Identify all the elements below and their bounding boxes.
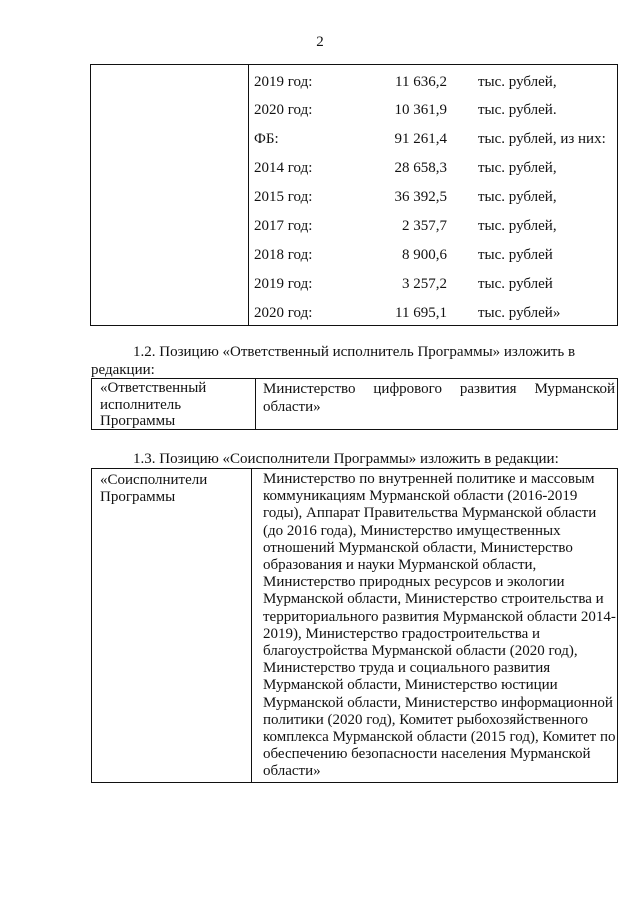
amount-value: 8 900,6 [402,247,447,263]
amount-value: 3 257,2 [402,276,447,292]
year-label: 2015 год: [254,189,313,205]
year-label: 2017 год: [254,218,313,234]
position-value: Министерство цифрового развития Мурманской области» [263,381,615,415]
unit-label: тыс. рублей» [478,305,561,321]
paragraph-1-2-line2: редакции: [91,362,155,378]
paragraph-1-3: 1.3. Позицию «Соисполнители Программы» изложить в редакции: [133,451,559,467]
unit-label: тыс. рублей, [478,218,557,234]
table-row [91,247,619,277]
funding-table [90,64,618,326]
amount-value: 11 636,2 [395,74,447,90]
amount-value: 10 361,9 [394,102,447,118]
year-label: 2020 год: [254,305,313,321]
year-label: 2020 год: [254,102,313,118]
unit-label: тыс. рублей. [478,102,557,118]
year-label: ФБ: [254,131,279,147]
paragraph-1-2-line1: 1.2. Позицию «Ответственный исполнитель Программы» изложить в [133,344,576,360]
table-row [91,102,619,132]
year-label: 2019 год: [254,276,313,292]
table-row [91,74,619,104]
unit-label: тыс. рублей, [478,74,557,90]
responsible-executor-table [91,378,618,430]
unit-label: тыс. рублей, [478,189,557,205]
position-value: Министерство по внутренней политике и массовым коммуникациям Мурманской области (2016-2019 годы), Аппарат Правительства Мурманской области (до 2016 года), Министерство имущественных отношений Мурманской области, Министерство образования и науки Мурманской области, Министерство природных ресурсов и экологии Мурманской области, Министерство строительства и территориального развития Мурманской области 2014-2019), Министерство градостроительства и благоустройства Мурманской области (2020 год), Министерство труда и социального развития Мурманской области, Министерство юстиции Мурманской области, Министерство информационной политики (2020 год), Комитет рыбохозяйственного комплекса Мурманской области (2015 год), Комитет по обеспечению безопасности населения Мурманской области» [263,471,616,780]
position-label: «Ответственный исполнитель Программы [100,380,207,429]
table-row [91,305,619,335]
amount-value: 28 658,3 [394,160,447,176]
table-row [91,276,619,306]
year-label: 2019 год: [254,74,313,90]
position-label: «Соисполнители Программы [100,472,208,505]
unit-label: тыс. рублей [478,247,553,263]
unit-label: тыс. рублей [478,276,553,292]
amount-value: 11 695,1 [395,305,447,321]
co-executors-table [91,468,618,783]
unit-label: тыс. рублей, [478,160,557,176]
amount-value: 36 392,5 [394,189,447,205]
year-label: 2018 год: [254,247,313,263]
page-number: 2 [316,34,324,50]
table-row [91,218,619,248]
table-row [91,160,619,190]
year-label: 2014 год: [254,160,313,176]
table-row [91,131,619,161]
unit-label: тыс. рублей, из них: [478,131,606,147]
table-divider [251,469,252,782]
table-divider [255,379,256,429]
table-row [91,189,619,219]
amount-value: 2 357,7 [402,218,447,234]
amount-value: 91 261,4 [394,131,447,147]
